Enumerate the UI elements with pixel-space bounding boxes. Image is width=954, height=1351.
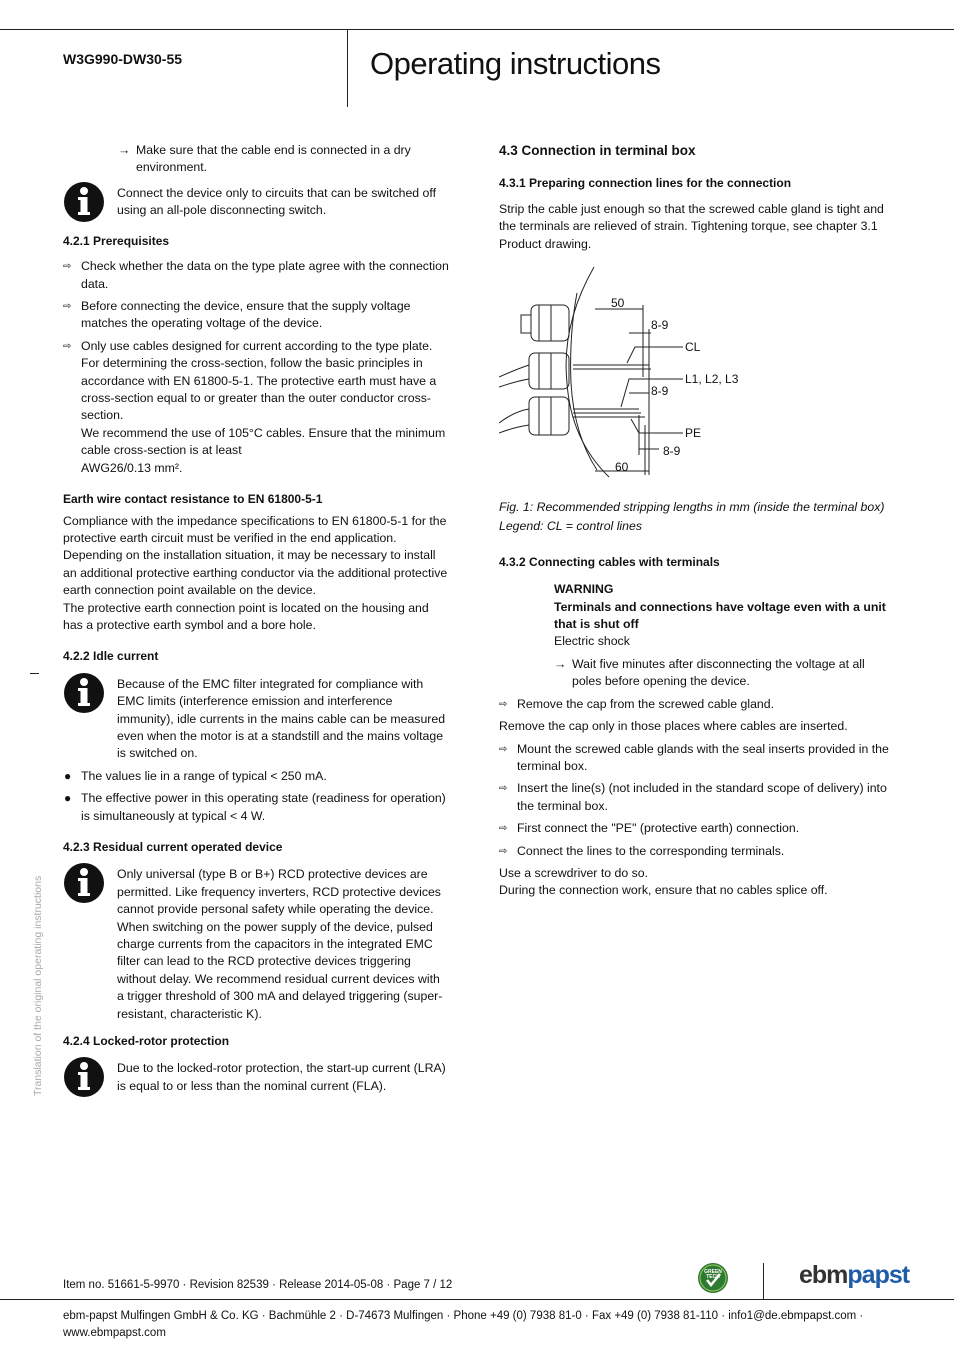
cable-3 xyxy=(499,409,529,423)
ebmpapst-logo xyxy=(799,1260,909,1290)
label-l1-l2-l3: L1, L2, L3 xyxy=(685,372,739,387)
side-translation-note: Translation of the original operating instructions xyxy=(32,875,44,1096)
gland-body-1 xyxy=(531,305,569,341)
arrow-glyph: → xyxy=(554,656,567,671)
page-title: Operating instructions xyxy=(370,46,661,81)
footer-divider xyxy=(763,1263,764,1299)
bullet-glyph: ⇨ xyxy=(499,783,508,795)
idle-text-1: The values lie in a range of typical < 250 mA. xyxy=(81,768,327,783)
footer-company: ebm-papst Mulfingen GmbH & Co. KG · Bachmühle 2 · D-74673 Mulfingen · Phone +49 (0) 7938 81-0 · Fax +49 (0) 7938 81-110 · info1@de.ebmpapst.com · www.ebmpapst.com xyxy=(63,1310,864,1340)
warning-sub: Electric shock xyxy=(554,634,630,649)
info-text-rcd: Only universal (type B or B+) RCD protective devices are permitted. Like frequency inverters, RCD protective devices cannot provide personal safety while operating the device. When switching on the power supply of the device, pulsed charge currents from the capacitors in the integrated EMC filter can lead to the RCD protective devices triggering without delay. We recommend residual current devices with a trigger threshold of 300 mA and delayed triggering (super-resistant, characteristic K). xyxy=(117,867,443,1021)
info-text-locked: Due to the locked-rotor protection, the start-up current (LRA) is equal to or less than the nominal current (FLA). xyxy=(117,1061,446,1093)
right-column xyxy=(499,142,891,900)
bullet-glyph: ⇨ xyxy=(499,698,508,710)
note-remove-cap: Remove the cap only in those places where cables are inserted. xyxy=(499,719,848,734)
prereq-item-1 xyxy=(63,258,449,293)
end-text-2: During the connection work, ensure that no cables splice off. xyxy=(499,883,828,898)
bullet-glyph: ⇨ xyxy=(499,823,508,835)
section-earth: Earth wire contact resistance to EN 61800-5-1 xyxy=(63,492,323,507)
dim-50: 50 xyxy=(611,296,625,311)
bullet-glyph: ⇨ xyxy=(63,301,72,313)
stripping-diagram xyxy=(499,265,749,483)
idle-text-2: The effective power in this operating state (readiness for operation) is simultaneously at typical < 4 W. xyxy=(81,791,446,823)
label-pe: PE xyxy=(685,426,702,441)
logo-ebm: ebm xyxy=(799,1261,848,1289)
cable-2 xyxy=(499,365,529,377)
step-1 xyxy=(499,741,891,776)
idle-item-1 xyxy=(63,768,449,785)
green-tech-line-2: TECH xyxy=(706,1274,720,1280)
leader-cl xyxy=(627,347,683,363)
prereq-extra-1: For determining the cross-section, follow the basic principles in accordance with EN 61800-5-1. The protective earth must have a cross-section equal to or greater than the outer conductor cross-section. xyxy=(81,356,437,423)
info-box-rcd xyxy=(63,866,449,1023)
warning-box xyxy=(499,581,891,690)
footer-rule xyxy=(0,1299,954,1300)
info-box-idle xyxy=(63,676,449,763)
info-text-switch: Connect the device only to circuits that can be switched off using an all-pole disconnecting switch. xyxy=(117,185,436,218)
info-icon xyxy=(63,672,105,714)
figure-legend: Legend: CL = control lines xyxy=(499,519,642,534)
left-column xyxy=(63,142,449,1104)
header-divider xyxy=(347,29,348,107)
section-rcd: 4.2.3 Residual current operated device xyxy=(63,840,283,854)
bullet-glyph: ⇨ xyxy=(63,261,72,273)
green-tech-line-1: GREEN xyxy=(704,1269,722,1275)
info-icon xyxy=(63,181,105,223)
earth-text-1: Compliance with the impedance specifications to EN 61800-5-1 for the protective earth circuit must be verified in the end application. xyxy=(63,513,447,545)
step-2 xyxy=(499,780,891,815)
warning-action-text: Wait five minutes after disconnecting the voltage at all poles before opening the device. xyxy=(572,656,865,689)
dim-60: 60 xyxy=(615,460,629,475)
wall-curve-inner xyxy=(571,293,597,470)
section-connecting-cables: 4.3.2 Connecting cables with terminals xyxy=(499,554,720,569)
step-3 xyxy=(499,820,891,837)
step-4 xyxy=(499,843,891,860)
dry-env-line xyxy=(63,142,449,177)
warning-bold: Terminals and connections have voltage even with a unit that is shut off xyxy=(554,599,886,632)
arrow-glyph: → xyxy=(118,143,131,157)
section-preparing-lines: 4.3.1 Preparing connection lines for the connection xyxy=(499,176,792,191)
earth-text-3: The protective earth connection point is located on the housing and has a protective earth symbol and a bore hole. xyxy=(63,600,429,632)
prep-text: Strip the cable just enough so that the screwed cable gland is tight and the terminals are relieved of strain. Tightening torque, see chapter 3.1 Product drawing. xyxy=(499,201,884,251)
bullet-glyph: ⇨ xyxy=(499,743,508,755)
section-connection-terminal-box: 4.3 Connection in terminal box xyxy=(499,143,696,158)
prereq-extra-3: AWG26/0.13 mm². xyxy=(81,460,183,475)
dry-env-text: Make sure that the cable end is connected in a dry environment. xyxy=(136,143,411,175)
label-cl: CL xyxy=(685,340,701,355)
earth-text-2: Depending on the installation situation, it may be necessary to install an additional protective earthing conductor via the additional protective earth connection point available on the device. xyxy=(63,548,448,598)
margin-tick xyxy=(30,673,39,674)
step-text-3: First connect the "PE" (protective earth) connection. xyxy=(517,821,800,836)
prereq-text-2: Before connecting the device, ensure that the supply voltage matches the operating voltage of the device. xyxy=(81,299,411,331)
logo-papst: papst xyxy=(847,1261,910,1289)
idle-item-2 xyxy=(63,790,449,825)
dot-glyph: ● xyxy=(64,791,72,806)
model-number: W3G990-DW30-55 xyxy=(63,51,183,67)
section-idle-current: 4.2.2 Idle current xyxy=(63,649,159,664)
prereq-item-3 xyxy=(63,338,449,477)
section-locked-rotor: 4.2.4 Locked-rotor protection xyxy=(63,1034,230,1049)
gland-body-3 xyxy=(529,397,569,435)
wall-curve-outer xyxy=(566,267,609,477)
warning-action xyxy=(554,656,891,691)
step-text-2: Insert the line(s) (not included in the standard scope of delivery) into the terminal box. xyxy=(517,781,887,813)
bullet-glyph: ⇨ xyxy=(63,340,72,352)
warning-label: WARNING xyxy=(554,582,614,597)
dim-8-9-bottom: 8-9 xyxy=(663,444,681,459)
step-text-4: Connect the lines to the corresponding terminals. xyxy=(517,843,785,858)
step-remove-cap-text: Remove the cap from the screwed cable gland. xyxy=(517,696,775,711)
gland-nut-1 xyxy=(521,315,531,333)
bullet-glyph: ⇨ xyxy=(499,845,508,857)
dim-8-9-top: 8-9 xyxy=(651,318,669,333)
green-tech-icon xyxy=(697,1262,729,1294)
step-remove-cap xyxy=(499,696,891,713)
info-icon xyxy=(63,862,105,904)
figure-caption: Fig. 1: Recommended stripping lengths in mm (inside the terminal box) xyxy=(499,500,885,515)
prereq-extra-2: We recommend the use of 105°C cables. Ensure that the minimum cable cross-section is at least xyxy=(81,425,446,458)
info-box-locked xyxy=(63,1060,449,1104)
gland-body-2 xyxy=(529,353,569,389)
end-text-1: Use a screwdriver to do so. xyxy=(499,865,648,880)
prereq-text-3: Only use cables designed for current according to the type plate. xyxy=(81,338,433,353)
info-icon xyxy=(63,1056,105,1098)
prereq-text-1: Check whether the data on the type plate agree with the connection data. xyxy=(81,259,449,291)
step-text-1: Mount the screwed cable glands with the seal inserts provided in the terminal box. xyxy=(517,741,889,773)
dim-8-9-mid: 8-9 xyxy=(651,384,669,399)
info-text-idle: Because of the EMC filter integrated for compliance with EMC limits (interference emission and interference immunity), idle currents in the mains cable can be measured even when the motor is at a standstill and the mains voltage is switched on. xyxy=(117,676,446,761)
prereq-item-2 xyxy=(63,298,449,333)
dot-glyph: ● xyxy=(64,768,72,783)
footer-item-info: Item no. 51661-5-9970 · Revision 82539 · Release 2014-05-08 · Page 7 / 12 xyxy=(63,1279,453,1291)
info-box-switch xyxy=(63,185,449,229)
header-top-rule xyxy=(0,29,954,30)
section-prerequisites: 4.2.1 Prerequisites xyxy=(63,233,170,248)
